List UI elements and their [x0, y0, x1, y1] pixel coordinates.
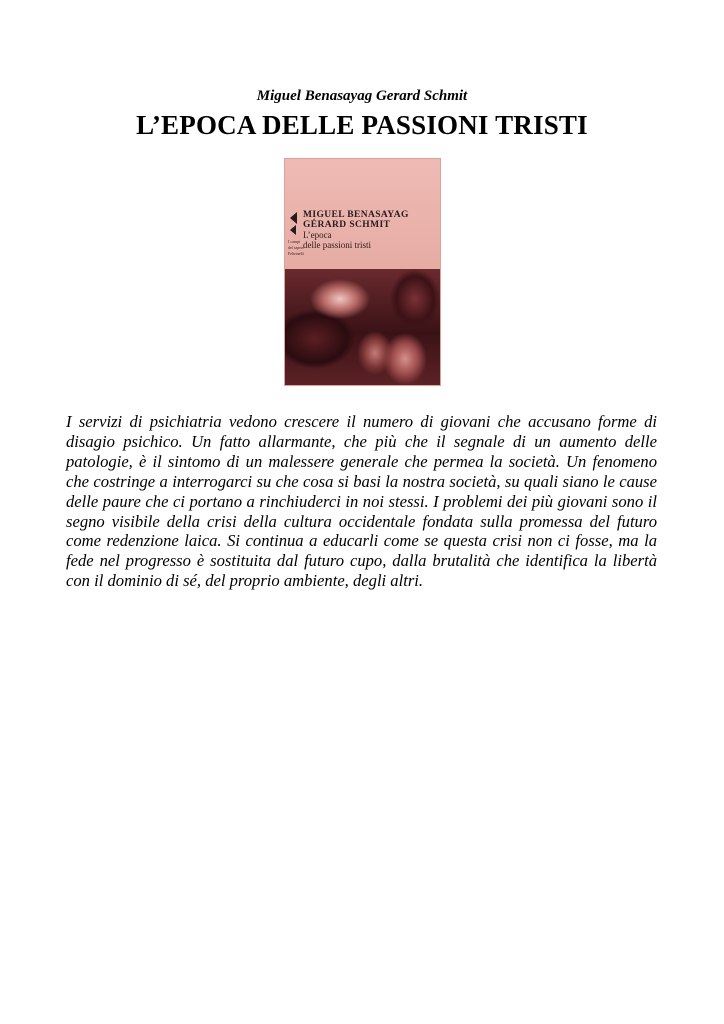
book-authors: Miguel Benasayag Gerard Schmit: [256, 88, 468, 104]
cover-series-2: del sapere: [288, 245, 305, 250]
cover-series-block: [288, 239, 304, 257]
book-cover-image: [285, 159, 440, 385]
cover-publisher: Feltrinelli: [288, 251, 304, 256]
book-title: L’EPOCA DELLE PASSIONI TRISTI: [136, 110, 588, 140]
cover-title-1: L’epoca: [303, 230, 332, 240]
description-paragraph: I servizi di psichiatria vedono crescere il numero di giovani che accusano forme di disagio psichico. Un fatto allarmante, che più che il segnale di un aumento delle patologie, è il sintomo di un malessere generale che permea la società. Un fenomeno che costringe a interrogarci su che cosa si basi la nostra società, su quali siano le cause delle paure che ci portano a rinchiuderci in noi stessi. I problemi dei più giovani sono il segno visibile della crisi della cultura occidentale fondata sulla promessa del futuro come redenzione laica. Si continua a educarli come se questa crisi non ci fosse, ma la fede nel progresso è sostituita dal futuro cupo, dalla brutalità che identifica la libertà con il dominio di sé, del proprio ambiente, degli altri.: [66, 412, 657, 591]
cover-author-1: MIGUEL BENASAYAG: [303, 210, 409, 220]
cover-title-2: delle passioni tristi: [303, 240, 371, 250]
cover-author-2: GÉRARD SCHMIT: [303, 220, 391, 230]
cover-text-block: [303, 210, 409, 250]
publisher-logo-mark-icon: [290, 225, 296, 235]
cover-photo: [285, 269, 440, 385]
publisher-logo-icon: [290, 212, 297, 224]
cover-series-1: I campi: [288, 239, 301, 244]
